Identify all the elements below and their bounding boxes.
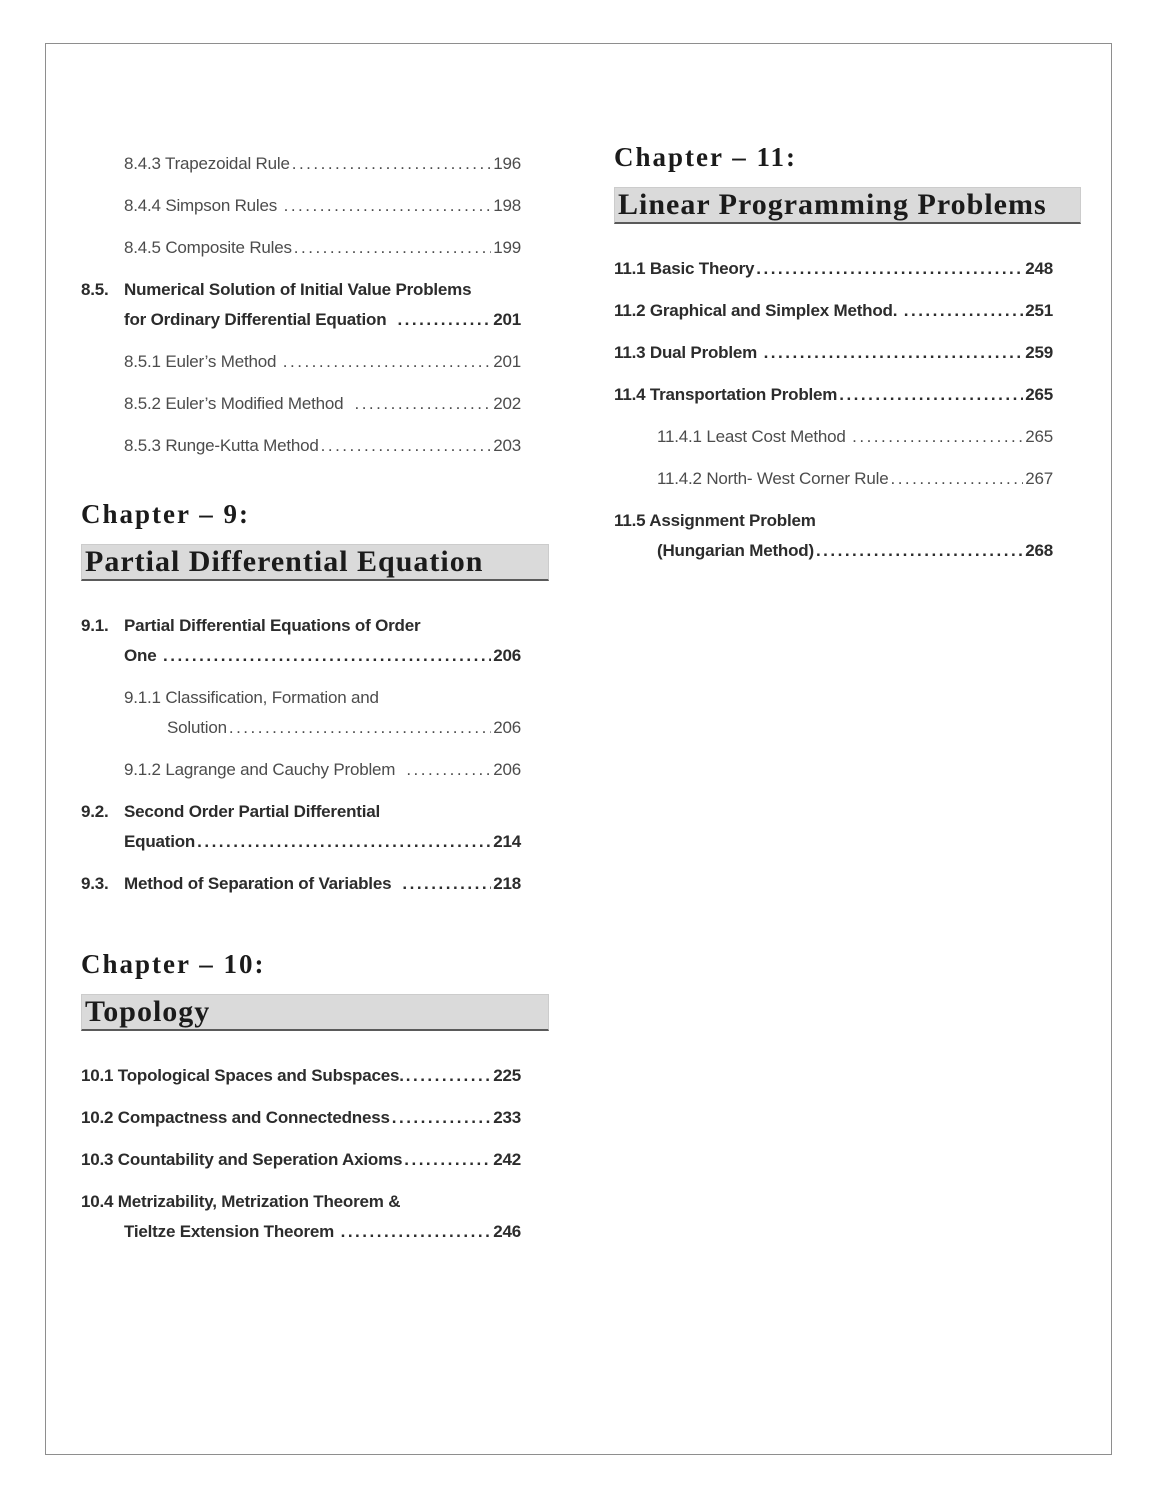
page-number: 259	[1025, 343, 1053, 362]
dot-leader	[292, 149, 492, 179]
toc-entry	[81, 869, 549, 899]
toc-item-list	[81, 149, 549, 461]
entry-title-text: One	[124, 646, 161, 665]
toc-section-linear-programming-problems	[614, 141, 1081, 578]
entry-title-text: 9.1.1 Classification, Formation and	[124, 688, 379, 707]
dot-leader	[406, 755, 491, 785]
toc-entry-line	[81, 755, 549, 785]
page-number: 201	[493, 352, 521, 371]
dot-leader	[283, 347, 491, 377]
entry-title-text: Numerical Solution of Initial Value Problems	[124, 280, 472, 299]
chapter-title: Partial Differential Equation	[85, 545, 484, 578]
toc-entry-line	[81, 1145, 549, 1175]
entry-title-text: 8.4.4 Simpson Rules	[124, 196, 282, 215]
dot-leader	[284, 191, 492, 221]
dot-leader	[764, 338, 1024, 368]
toc-entry-line	[614, 380, 1081, 410]
entry-title-text: Second Order Partial Differential	[124, 802, 381, 821]
page-number: 196	[493, 154, 521, 173]
toc-entry-line	[81, 431, 549, 461]
dot-leader	[402, 869, 491, 899]
toc-entry-line	[81, 305, 549, 335]
page-number: 218	[493, 874, 521, 893]
toc-entry	[614, 422, 1081, 452]
toc-section-partial-differential-equation	[81, 498, 549, 911]
toc-entry	[81, 347, 549, 377]
dot-leader	[756, 254, 1023, 284]
toc-entry	[81, 191, 549, 221]
page-number: 268	[1025, 541, 1053, 560]
toc-entry-line	[81, 389, 549, 419]
entry-title-text: Equation	[124, 832, 196, 851]
toc-entry-line	[614, 254, 1081, 284]
dot-leader	[197, 827, 491, 857]
toc-section-continued	[81, 149, 549, 473]
entry-title-text: 8.4.5 Composite Rules	[124, 238, 292, 257]
entry-number-label: 8.5.	[81, 280, 109, 299]
toc-entry	[614, 338, 1081, 368]
dot-leader	[354, 389, 491, 419]
toc-entry	[81, 1187, 549, 1247]
entry-title-text: 10.3 Countability and Seperation Axioms	[81, 1150, 403, 1169]
page-number: 199	[493, 238, 521, 257]
entry-title-text: 11.5 Assignment Problem	[614, 511, 816, 530]
toc-entry-line	[81, 233, 549, 263]
entry-title-text: 8.5.2 Euler’s Modified Method	[124, 394, 353, 413]
toc-entry-line	[614, 422, 1081, 452]
toc-entry	[81, 1103, 549, 1133]
dot-leader	[229, 713, 491, 743]
toc-item-list	[81, 1061, 549, 1247]
toc-entry-line	[81, 797, 549, 827]
toc-entry-line	[81, 869, 549, 899]
toc-item-list	[614, 254, 1081, 566]
toc-entry-line	[614, 464, 1081, 494]
entry-title-text: 10.4 Metrizability, Metrization Theorem &	[81, 1192, 401, 1211]
entry-title-text: 11.4.2 North- West Corner Rule	[657, 469, 889, 488]
entry-title-text: Tieltze Extension Theorem	[124, 1222, 339, 1241]
page-number: 202	[493, 394, 521, 413]
entry-title-text: 11.3 Dual Problem	[614, 343, 762, 362]
toc-item-list	[81, 611, 549, 899]
toc-entry	[614, 464, 1081, 494]
entry-title-text: for Ordinary Differential Equation	[124, 310, 396, 329]
page-number: 265	[1025, 385, 1053, 404]
toc-entry-line	[614, 536, 1081, 566]
toc-entry-line	[81, 713, 549, 743]
entry-title-text: 10.1 Topological Spaces and Subspaces.	[81, 1066, 404, 1085]
dot-leader	[392, 1103, 491, 1133]
entry-number-label: 9.1.	[81, 616, 109, 635]
page-number: 198	[493, 196, 521, 215]
toc-entry	[81, 275, 549, 335]
toc-entry	[81, 431, 549, 461]
toc-entry-line	[81, 827, 549, 857]
entry-title-text: Solution	[167, 718, 227, 737]
dot-leader	[839, 380, 1023, 410]
chapter-label: Chapter – 9:	[81, 499, 250, 529]
toc-entry-line	[81, 1187, 549, 1217]
toc-entry	[614, 296, 1081, 326]
toc-entry-line	[81, 1103, 549, 1133]
toc-entry-line	[81, 1061, 549, 1091]
toc-entry-line	[614, 506, 1081, 536]
chapter-title-bar	[81, 544, 549, 581]
entry-title-text: 11.4.1 Least Cost Method	[657, 427, 851, 446]
dot-leader	[321, 431, 492, 461]
toc-entry	[81, 233, 549, 263]
toc-entry-line	[81, 1217, 549, 1247]
entry-title-text: 10.2 Compactness and Connectedness	[81, 1108, 390, 1127]
page-number: 203	[493, 436, 521, 455]
entry-number-label: 9.2.	[81, 802, 109, 821]
entry-title-text: 9.1.2 Lagrange and Cauchy Problem	[124, 760, 405, 779]
page-number: 214	[493, 832, 521, 851]
dot-leader	[404, 1145, 491, 1175]
entry-title-text: 11.2 Graphical and Simplex Method.	[614, 301, 902, 320]
entry-title-text: 11.1 Basic Theory	[614, 259, 755, 278]
dot-leader	[904, 296, 1023, 326]
entry-title-text: Partial Differential Equations of Order	[124, 616, 421, 635]
toc-entry-line	[81, 683, 549, 713]
dot-leader	[890, 464, 1023, 494]
toc-entry-line	[81, 611, 549, 641]
page-number: 206	[493, 760, 521, 779]
page-number: 225	[493, 1066, 521, 1085]
chapter-label: Chapter – 10:	[81, 949, 266, 979]
page-number: 248	[1025, 259, 1053, 278]
chapter-title-bar	[81, 994, 549, 1031]
dot-leader	[852, 422, 1023, 452]
dot-leader	[294, 233, 491, 263]
entry-number-label: 9.3.	[81, 874, 109, 893]
toc-entry-line	[81, 347, 549, 377]
toc-entry	[614, 254, 1081, 284]
dot-leader	[397, 305, 491, 335]
toc-entry-line	[81, 149, 549, 179]
page-number: 206	[493, 718, 521, 737]
page-number: 206	[493, 646, 521, 665]
toc-entry	[81, 1145, 549, 1175]
toc-entry-line	[614, 338, 1081, 368]
toc-entry	[81, 797, 549, 857]
toc-section-topology	[81, 948, 549, 1259]
toc-entry	[614, 380, 1081, 410]
entry-title-text: 8.5.1 Euler’s Method	[124, 352, 281, 371]
toc-entry	[81, 1061, 549, 1091]
entry-title-text: 8.4.3 Trapezoidal Rule	[124, 154, 290, 173]
page-number: 242	[493, 1150, 521, 1169]
toc-entry	[81, 389, 549, 419]
chapter-title: Topology	[85, 995, 211, 1028]
dot-leader	[406, 1061, 491, 1091]
entry-title-text: 8.5.3 Runge-Kutta Method	[124, 436, 319, 455]
page-number: 201	[493, 310, 521, 329]
toc-entry-line	[81, 191, 549, 221]
chapter-title: Linear Programming Problems	[618, 188, 1047, 221]
toc-entry-line	[81, 275, 549, 305]
chapter-label: Chapter – 11:	[614, 142, 798, 172]
dot-leader	[163, 641, 491, 671]
dot-leader	[816, 536, 1023, 566]
entry-title-text: (Hungarian Method)	[657, 541, 814, 560]
toc-page	[45, 43, 1112, 1455]
entry-title-text: 11.4 Transportation Problem	[614, 385, 838, 404]
chapter-title-bar	[614, 187, 1081, 224]
toc-entry	[81, 611, 549, 671]
page-number: 233	[493, 1108, 521, 1127]
dot-leader	[341, 1217, 492, 1247]
toc-entry	[81, 149, 549, 179]
toc-entry	[81, 755, 549, 785]
toc-entry	[614, 506, 1081, 566]
toc-entry	[81, 683, 549, 743]
toc-entry-line	[81, 641, 549, 671]
page-number: 267	[1025, 469, 1053, 488]
entry-title-text: Method of Separation of Variables	[124, 874, 401, 893]
page-number: 265	[1025, 427, 1053, 446]
page-number: 251	[1025, 301, 1053, 320]
page-number: 246	[493, 1222, 521, 1241]
toc-entry-line	[614, 296, 1081, 326]
